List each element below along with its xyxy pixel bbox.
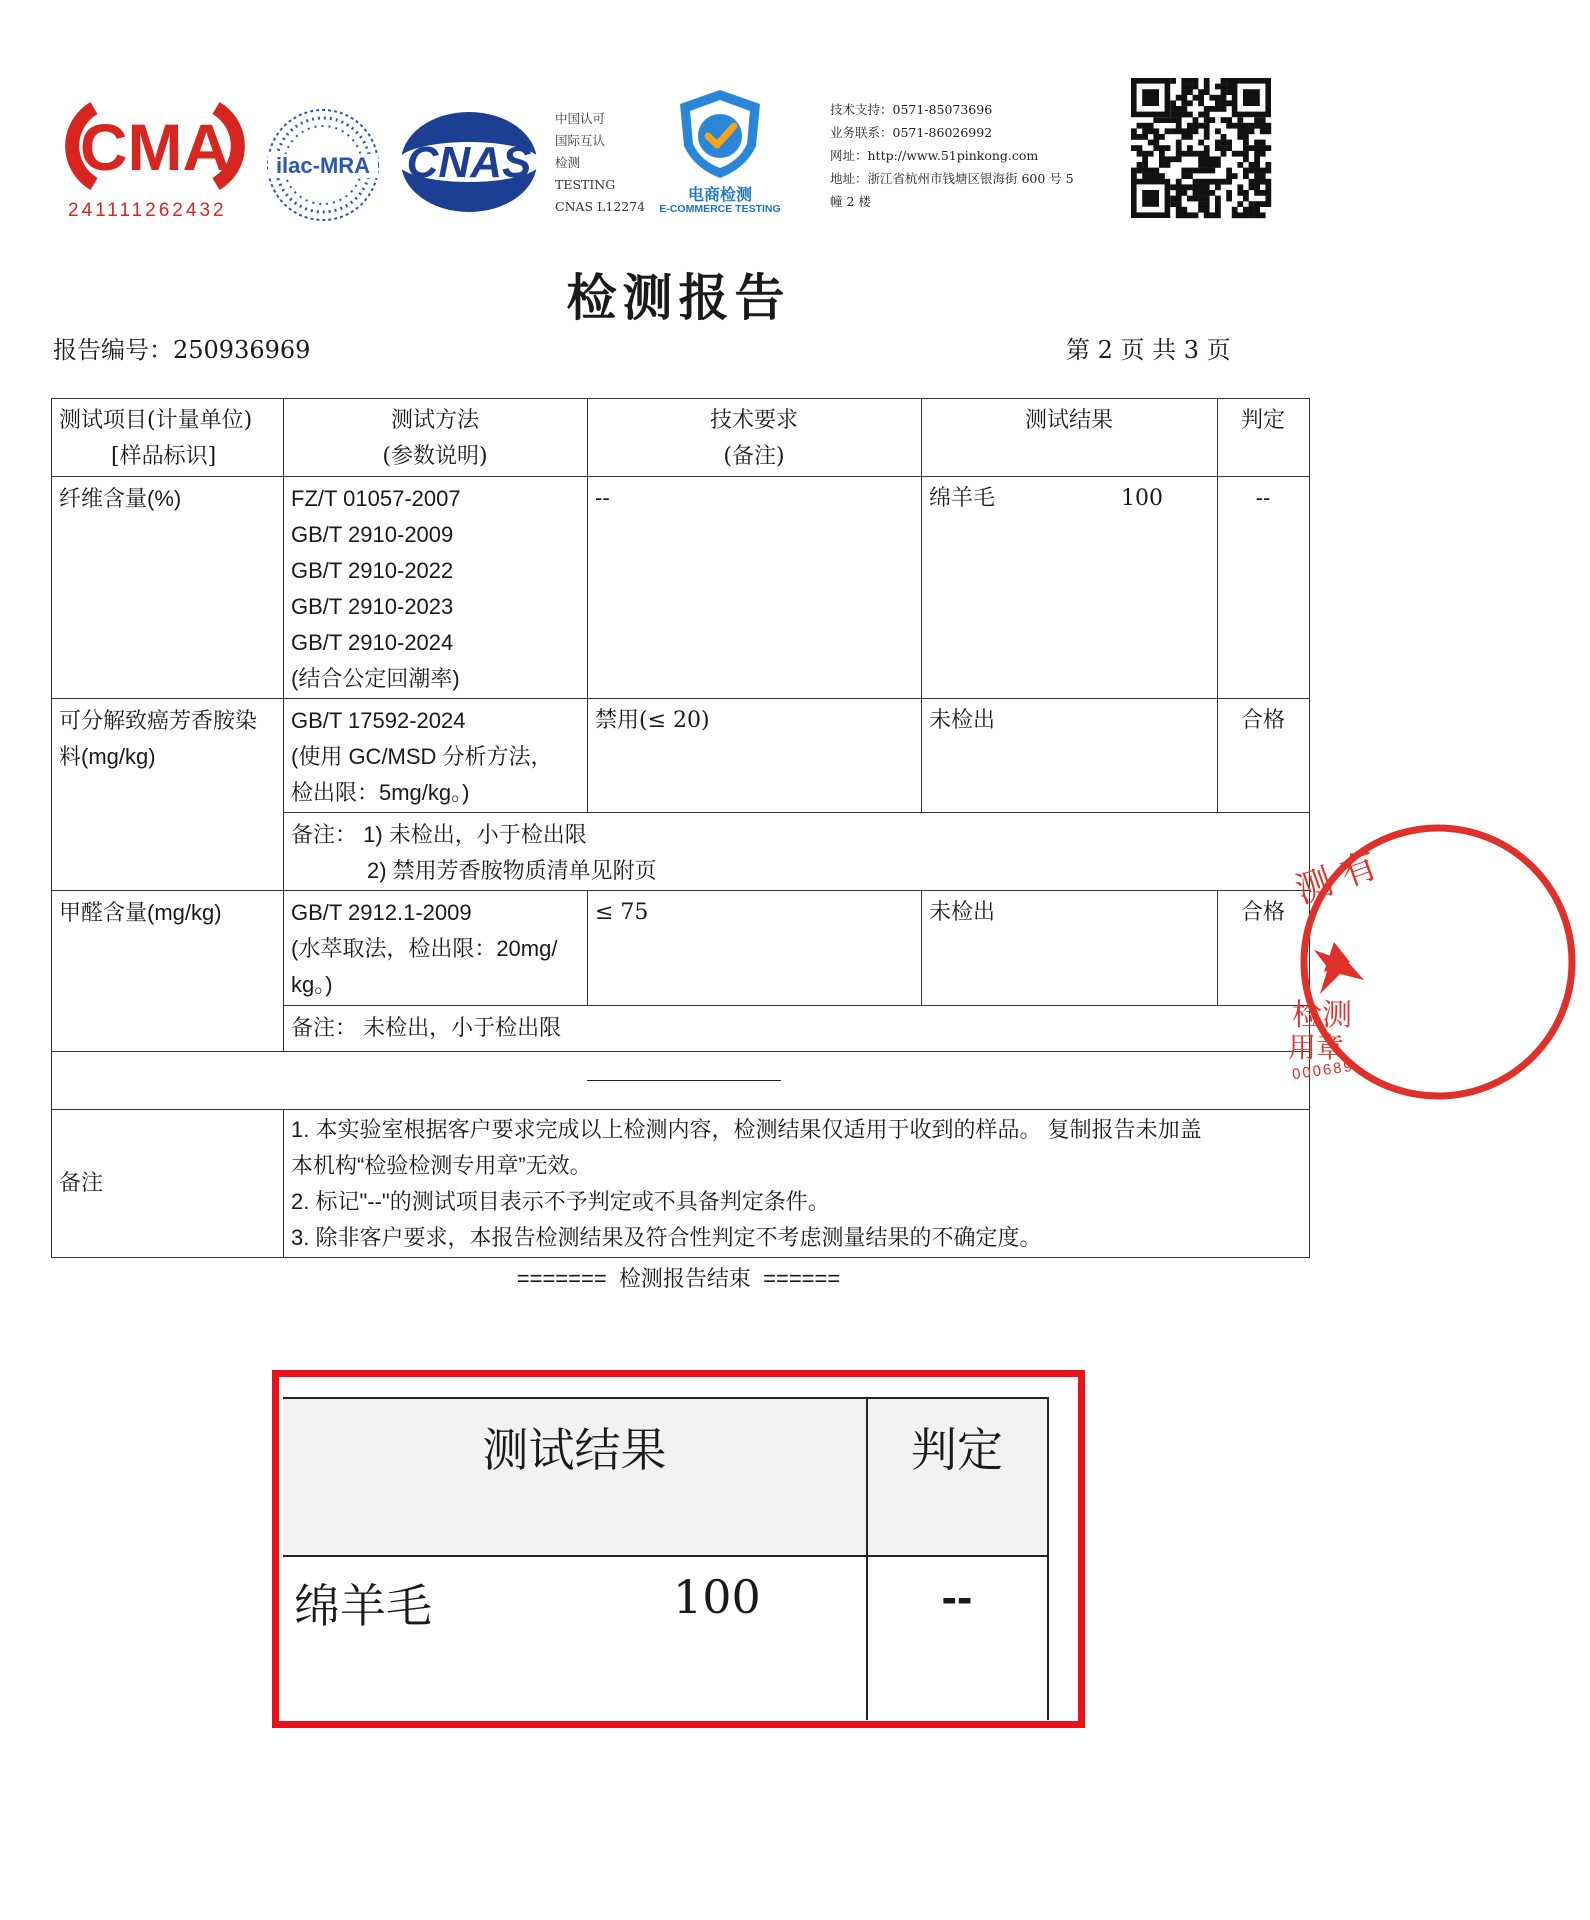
note-line: 2) 禁用芳香胺物质清单见附页: [367, 858, 657, 883]
row-fiber-item: 纤维含量(%): [59, 486, 182, 511]
table-border: [283, 1109, 284, 1257]
row-formaldehyde-note: 备注： 未检出，小于检出限: [291, 1015, 562, 1040]
page-title: 检测报告: [566, 268, 791, 327]
ecommerce-testing-logo: [650, 86, 790, 216]
row-amine-verdict: 合格: [1240, 708, 1285, 733]
cma-number: 241111262432: [68, 200, 227, 221]
remarks-label: 备注: [59, 1171, 104, 1196]
row-formaldehyde-item: 甲醛含量(mg/kg): [59, 900, 222, 925]
report-number-value: 250936969: [173, 336, 311, 364]
method-line: GB/T 2912.1-2009: [291, 900, 472, 925]
remark-line: 1. 本实验室根据客户要求完成以上检测内容，检测结果仅适用于收到的样品。 复制报告未加盖: [291, 1117, 1202, 1142]
table-border: [51, 1051, 1310, 1052]
cnas-logo-text: CNAS: [406, 138, 532, 187]
zoom-result-header: 测试结果: [482, 1423, 667, 1477]
cma-logo-text: CMA: [79, 110, 231, 184]
seal-mid-text: 检测: [1292, 998, 1352, 1033]
table-border: [283, 398, 284, 1051]
report-number-label: 报告编号：: [53, 336, 173, 364]
header-method: [283, 403, 587, 475]
row-fiber-result-name: 绵羊毛: [929, 486, 996, 511]
zoomed-result-table: [280, 1378, 1070, 1722]
ilac-mra-icon: [264, 106, 382, 224]
row-fiber-result-value: 100: [1121, 486, 1163, 511]
cnas-note-line: 国际互认: [555, 133, 606, 148]
method-line: GB/T 2910-2009: [291, 522, 454, 547]
remark-line: 3. 除非客户要求，本报告检测结果及符合性判定不考虑测量结果的不确定度。: [291, 1225, 1042, 1250]
row-amine-note: [291, 817, 657, 889]
header-requirement-line: (备注): [723, 444, 785, 469]
shield-check-icon: [650, 86, 790, 182]
remarks-list: [291, 1112, 1202, 1256]
header-requirement: [587, 403, 921, 475]
header-result: 测试结果: [1024, 408, 1113, 433]
header-item-line: [样品标识]: [111, 444, 217, 469]
ecommerce-label-en: E-COMMERCE TESTING: [659, 203, 781, 215]
seal-top-text: 测 有: [1290, 844, 1383, 912]
table-border: [587, 890, 588, 1005]
row-formaldehyde-requirement: ≤ 75: [595, 900, 649, 925]
table-border: [51, 1109, 1310, 1110]
table-border: [1217, 398, 1218, 812]
item-line: 可分解致癌芳香胺染: [59, 708, 258, 733]
table-border: [51, 398, 52, 1257]
cnas-note-line: CNAS L12274: [555, 199, 646, 214]
cnas-note-line: TESTING: [555, 177, 616, 192]
header-method-line: 测试方法: [390, 408, 479, 433]
ilac-logo-text: ilac-MRA: [275, 153, 371, 178]
divider-line: [587, 1080, 781, 1081]
ecommerce-label-cn: 电商检测: [687, 187, 752, 204]
cnas-note-line: 中国认可: [555, 111, 606, 126]
seal-bottom-text: 用章: [1288, 1031, 1345, 1064]
cma-mark-icon: [66, 100, 244, 192]
zoom-verdict: --: [941, 1571, 973, 1623]
contact-line: 技术支持：0571-85073696: [830, 102, 993, 117]
row-amine-result: 未检出: [929, 708, 996, 733]
row-formaldehyde-method: [291, 895, 557, 1003]
table-border: [283, 812, 1310, 813]
end-marker: ======= 检测报告结束 ======: [516, 1266, 841, 1291]
method-line: GB/T 2910-2023: [291, 594, 454, 619]
table-border: [51, 1257, 1310, 1258]
report-number: [53, 330, 310, 365]
cnas-logo: [396, 108, 542, 216]
cma-logo: [66, 100, 244, 228]
row-fiber-verdict: --: [1255, 486, 1271, 511]
method-line: GB/T 17592-2024: [291, 708, 466, 733]
contact-line: 地址：浙江省杭州市钱塘区银海街 600 号 5: [830, 171, 1074, 186]
cnas-accreditation-note: [555, 108, 645, 218]
table-border: [51, 476, 1310, 477]
contact-info: [830, 98, 1074, 213]
row-amine-item: [59, 703, 257, 775]
row-fiber-requirement: --: [595, 486, 610, 511]
official-seal: [1288, 822, 1383, 1102]
method-line: (结合公定回潮率): [291, 666, 460, 691]
table-border: [51, 398, 1310, 399]
table-border: [921, 398, 922, 812]
cnas-note-line: 检测: [555, 155, 581, 170]
note-line: 备注： 1) 未检出，小于检出限: [291, 822, 587, 847]
ilac-mra-logo: [264, 106, 382, 224]
row-amine-method: [291, 703, 553, 811]
remark-line: 本机构“检验检测专用章”无效。: [291, 1153, 592, 1178]
row-amine-requirement: 禁用(≤ 20): [595, 708, 710, 733]
qr-code: [1131, 78, 1271, 218]
row-formaldehyde-result: 未检出: [929, 900, 996, 925]
method-line: 检出限：5mg/kg。): [291, 780, 470, 805]
header-method-line: (参数说明): [382, 444, 488, 469]
method-line: (水萃取法，检出限：20mg/: [291, 936, 558, 961]
page-indicator: 第 2 页 共 3 页: [1066, 336, 1231, 364]
method-line: FZ/T 01057-2007: [291, 486, 461, 511]
contact-line: 幢 2 楼: [830, 194, 871, 209]
zoom-verdict-header: 判定: [911, 1423, 1003, 1477]
header-requirement-line: 技术要求: [709, 408, 798, 433]
zoom-border: [283, 1555, 1048, 1557]
zoom-result-name: 绵羊毛: [294, 1579, 432, 1633]
method-line: GB/T 2910-2022: [291, 558, 454, 583]
row-fiber-method: [291, 481, 461, 697]
method-line: (使用 GC/MSD 分析方法，: [291, 744, 553, 769]
qr-code-icon: [1131, 78, 1271, 218]
table-border: [51, 698, 1310, 699]
zoom-result-value: 100: [673, 1570, 761, 1624]
row-formaldehyde-verdict: 合格: [1240, 900, 1285, 925]
contact-line: 业务联系：0571-86026992: [830, 125, 993, 140]
item-line: 料(mg/kg): [59, 744, 156, 769]
remark-line: 2. 标记"--"的测试项目表示不予判定或不具备判定条件。: [291, 1189, 830, 1214]
zoom-border: [283, 1397, 1048, 1399]
seal-number: 000689: [1291, 1057, 1355, 1084]
header-item: [59, 403, 252, 475]
header-item-line: 测试项目(计量单位): [59, 408, 253, 433]
method-line: kg。): [291, 972, 333, 997]
contact-line: 网址：http://www.51pinkong.com: [830, 148, 1039, 163]
cnas-mark-icon: [396, 108, 542, 216]
table-border: [921, 890, 922, 1005]
method-line: GB/T 2910-2024: [291, 630, 454, 655]
table-border: [51, 890, 1310, 891]
header-verdict: 判定: [1240, 408, 1285, 433]
table-border: [283, 1005, 1310, 1006]
